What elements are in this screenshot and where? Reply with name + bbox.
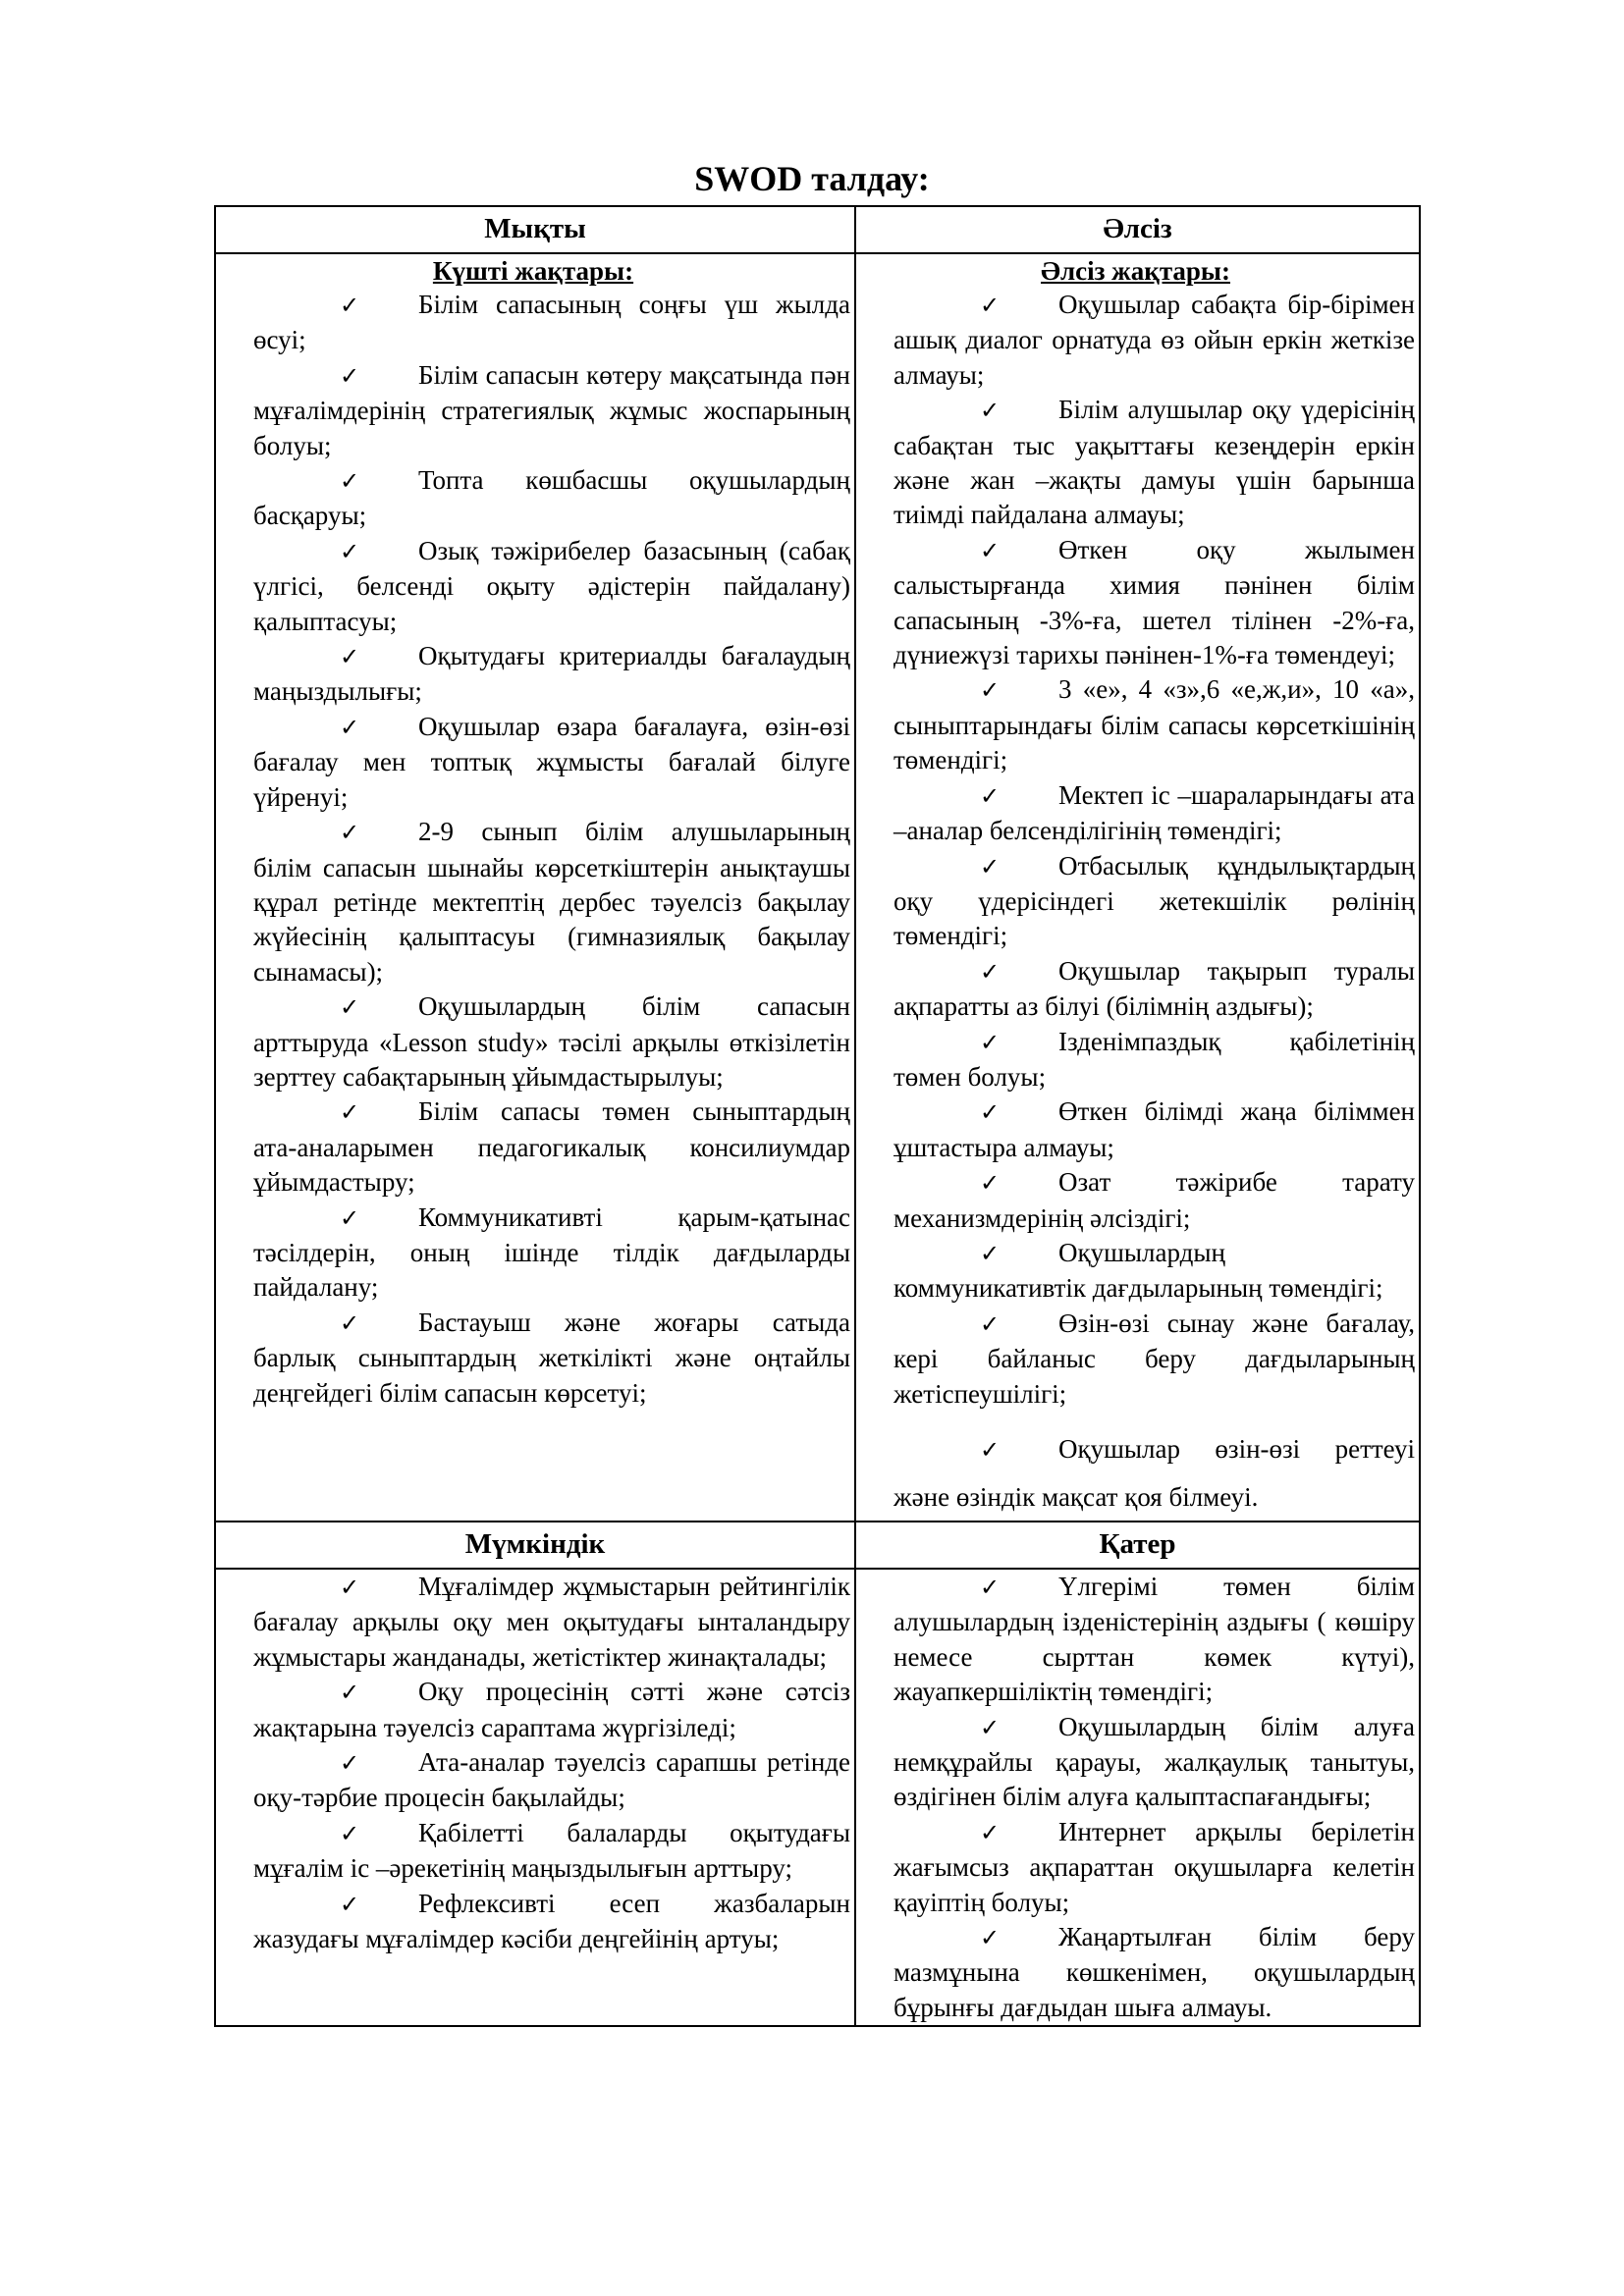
list-item-text: Оқушылардың коммуникативтік дағдыларының төмендігі;	[893, 1237, 1383, 1304]
list-item-text: Білім сапасын көтеру мақсатында пән мұғалімдерінің стратегиялық жұмыс жоспарының болуы;	[253, 359, 850, 460]
list-item-text: 3 «е», 4 «з»,6 «е,ж,и», 10 «а», сыныптарындағы білім сапасы көрсеткішінің төмендігі;	[893, 674, 1415, 775]
list-item-text: Топта көшбасшы оқушылардың басқаруы;	[253, 465, 850, 531]
checkmark-icon: ✓	[980, 1028, 1001, 1056]
list-item-text: Білім алушылар оқу үдерісінің сабақтан тыс уақыттағы кезеңдерін еркін және жан –жақты дамуы үшін барынша тиімді пайдалана алмауы;	[893, 395, 1415, 530]
checkmark-icon: ✓	[340, 467, 360, 496]
strengths-cell	[215, 253, 855, 1522]
checkmark-icon: ✓	[980, 1924, 1001, 1952]
weaknesses-header: Әлсіз	[855, 206, 1420, 253]
list-item-text: Оқу процесінің сәтті және сәтсіз жақтарына тәуелсіз сараптама жүргізіледі;	[253, 1677, 850, 1742]
list-item	[253, 358, 850, 463]
threats-header: Қатер	[855, 1522, 1420, 1569]
list-item	[893, 849, 1415, 954]
strengths-list	[253, 288, 850, 1411]
checkmark-icon: ✓	[340, 1308, 360, 1337]
list-item	[253, 1816, 850, 1887]
checkmark-icon: ✓	[340, 643, 360, 671]
list-item-text: Білім сапасы төмен сыныптардың ата-аналарымен педагогикалық консилиумдар ұйымдастыру;	[253, 1096, 850, 1198]
checkmark-icon: ✓	[340, 993, 360, 1022]
checkmark-icon: ✓	[340, 1679, 360, 1707]
checkmark-icon: ✓	[340, 1098, 360, 1127]
swot-table	[214, 205, 1421, 2027]
checkmark-icon: ✓	[980, 1818, 1001, 1846]
top-header-row	[215, 206, 1420, 253]
list-item	[893, 954, 1415, 1025]
list-item-text: Озат тәжірибе тарату механизмдерінің әлсіздігі;	[893, 1167, 1415, 1233]
bottom-content-row	[215, 1569, 1420, 2026]
list-item-text: Отбасылық құндылықтардың оқу үдерісіндегі жетекшілік рөлінің төмендігі;	[893, 850, 1415, 951]
checkmark-icon: ✓	[980, 292, 1001, 319]
checkmark-icon: ✓	[980, 957, 1001, 986]
checkmark-icon: ✓	[980, 397, 1001, 425]
checkmark-icon: ✓	[340, 361, 360, 390]
list-item-text: Өзін-өзі сынау және бағалау, кері байланыс беру дағдыларының жетіспеушілігі;	[893, 1308, 1415, 1409]
list-item-text: Өткен оқу жылымен салыстырғанда химия пәнінен білім сапасының -3%-ға, шетел тілінен -2%-ға, дүниежүзі тарихы пәнінен-1%-ға төмендеуі;	[893, 534, 1415, 670]
list-item	[253, 1201, 850, 1306]
checkmark-icon: ✓	[340, 537, 360, 565]
checkmark-icon: ✓	[340, 1890, 360, 1918]
threats-cell	[855, 1569, 1420, 2026]
list-item-text: Қабілетті балаларды оқытудағы мұғалім іс –әрекетінің маңыздылығын арттыру;	[253, 1817, 850, 1884]
checkmark-icon: ✓	[980, 1713, 1001, 1741]
list-item-text: Коммуникативті қарым-қатынас тәсілдерін, оның ішінде тілдік дағдыларды пайдалану;	[253, 1201, 850, 1303]
list-item-text: Білім сапасының соңғы үш жылда өсуі;	[253, 290, 850, 355]
list-item	[893, 533, 1415, 673]
top-content-row	[215, 253, 1420, 1522]
list-item	[893, 672, 1415, 777]
threats-list	[893, 1570, 1415, 2025]
weaknesses-heading: Әлсіз жақтары:	[1041, 256, 1230, 286]
checkmark-icon: ✓	[980, 1239, 1001, 1267]
checkmark-icon: ✓	[980, 676, 1001, 705]
bottom-header-row	[215, 1522, 1420, 1569]
list-item	[253, 815, 850, 989]
checkmark-icon: ✓	[980, 1098, 1001, 1127]
list-item	[253, 288, 850, 358]
list-item	[893, 1815, 1415, 1920]
checkmark-icon: ✓	[340, 1749, 360, 1778]
list-item	[893, 1307, 1415, 1412]
list-item	[253, 463, 850, 534]
list-item-text: Оқушылар өзара бағалауға, өзін-өзі бағалау мен топтық жұмысты бағалай білуге үйренуі;	[253, 711, 850, 812]
list-item	[253, 534, 850, 639]
checkmark-icon: ✓	[340, 1819, 360, 1847]
list-item	[253, 1887, 850, 1957]
list-item	[253, 989, 850, 1095]
checkmark-icon: ✓	[340, 292, 360, 319]
list-item	[893, 393, 1415, 533]
opportunities-list	[253, 1570, 850, 1956]
opportunities-cell	[215, 1569, 855, 2026]
checkmark-icon: ✓	[340, 819, 360, 847]
list-item-text: Оқушылар өзін-өзі реттеуі және өзіндік мақсат қоя білмеуі.	[893, 1434, 1415, 1512]
opportunities-header: Мүмкіндік	[215, 1522, 855, 1569]
checkmark-icon: ✓	[980, 781, 1001, 810]
list-item-text: Оқытудағы критериалды бағалаудың маңыздылығы;	[253, 641, 850, 707]
checkmark-icon: ✓	[980, 1574, 1001, 1601]
list-item	[253, 1306, 850, 1411]
list-item	[253, 1095, 850, 1200]
list-item	[253, 1675, 850, 1745]
list-item-text: Үлгерімі төмен білім алушылардың ізденістерінің аздығы ( көшіру немесе сырттан көмек күтуі), жауапкершіліктің төмендігі;	[893, 1572, 1415, 1707]
list-item	[253, 710, 850, 815]
list-item-text: Оқушылардың білім алуға немқұрайлы қарауы, жалқаулық танытуы, өздігінен білім алуға қалыптаспағандығы;	[893, 1711, 1415, 1812]
list-item-text: Өткен білімді жаңа біліммен ұштастыра алмауы;	[893, 1096, 1415, 1162]
list-item	[893, 1095, 1415, 1165]
list-item	[893, 778, 1415, 849]
list-item	[893, 1025, 1415, 1095]
weaknesses-list	[893, 288, 1415, 1521]
checkmark-icon: ✓	[340, 1203, 360, 1232]
list-item-text: Мектеп іс –шараларындағы ата –аналар белсенділігінің төмендігі;	[893, 779, 1415, 846]
list-item-text: Оқушылардың білім сапасын арттыруда «Lesson study» тәсілі арқылы өткізілетін зерттеу сабақтарының ұйымдастырылуы;	[253, 991, 850, 1092]
checkmark-icon: ✓	[980, 536, 1001, 564]
list-item-text: Оқушылар тақырып туралы ақпаратты аз білуі (білімнің аздығы);	[893, 955, 1415, 1022]
list-item	[893, 1425, 1415, 1521]
list-item	[253, 1570, 850, 1675]
list-item-text: Интернет арқылы берілетін жағымсыз ақпараттан оқушыларға келетін қауіптің болуы;	[893, 1816, 1415, 1917]
list-item	[893, 1920, 1415, 2025]
page-title: SWOD талдау:	[694, 159, 930, 198]
list-item-text: Бастауыш және жоғары сатыда барлық сыныптардың жеткілікті және оңтайлы деңгейдегі білім сапасын көрсетуі;	[253, 1307, 850, 1408]
checkmark-icon: ✓	[340, 713, 360, 741]
list-item	[893, 1236, 1415, 1307]
list-item-text: 2-9 сынып білім алушыларының білім сапасын шынайы көрсеткіштерін анықтаушы құрал ретінде мектептің дербес тәуелсіз бақылау жүйесінің қалыптасуы (гимназиялық бақылау сынамасы);	[253, 817, 850, 987]
checkmark-icon: ✓	[340, 1574, 360, 1601]
weaknesses-cell	[855, 253, 1420, 1522]
list-item-text: Жаңартылған білім беру мазмұнына көшкенімен, оқушылардың бұрынғы дағдыдан шыға алмауы.	[893, 1922, 1415, 2022]
list-item	[253, 1745, 850, 1816]
list-item-text: Ата-аналар тәуелсіз сарапшы ретінде оқу-тәрбие процесін бақылайды;	[253, 1747, 850, 1813]
list-item-text: Ізденімпаздық қабілетінің төмен болуы;	[893, 1026, 1415, 1092]
list-item	[253, 639, 850, 710]
checkmark-icon: ✓	[980, 1436, 1001, 1464]
list-item-text: Рефлексивті есеп жазбаларын жазудағы мұғалімдер кәсіби деңгейінің артуы;	[253, 1888, 850, 1954]
checkmark-icon: ✓	[980, 1309, 1001, 1338]
list-item	[893, 1165, 1415, 1236]
strengths-heading: Күшті жақтары:	[432, 256, 634, 286]
strengths-header: Мықты	[215, 206, 855, 253]
checkmark-icon: ✓	[980, 1169, 1001, 1198]
checkmark-icon: ✓	[980, 852, 1001, 881]
list-item-text: Мұғалімдер жұмыстарын рейтингілік бағалау арқылы оқу мен оқытудағы ынталандыру жұмыстары жанданады, жетістіктер жинақталады;	[253, 1572, 850, 1672]
list-item	[893, 288, 1415, 393]
list-item	[893, 1710, 1415, 1815]
list-item	[893, 1570, 1415, 1710]
list-item-text: Озық тәжірибелер базасының (сабақ үлгісі, белсенді оқыту әдістерін пайдалану) қалыптасуы;	[253, 535, 850, 636]
list-item-text: Оқушылар сабақта бір-бірімен ашық диалог орнатуда өз ойын еркін жеткізе алмауы;	[893, 290, 1415, 390]
